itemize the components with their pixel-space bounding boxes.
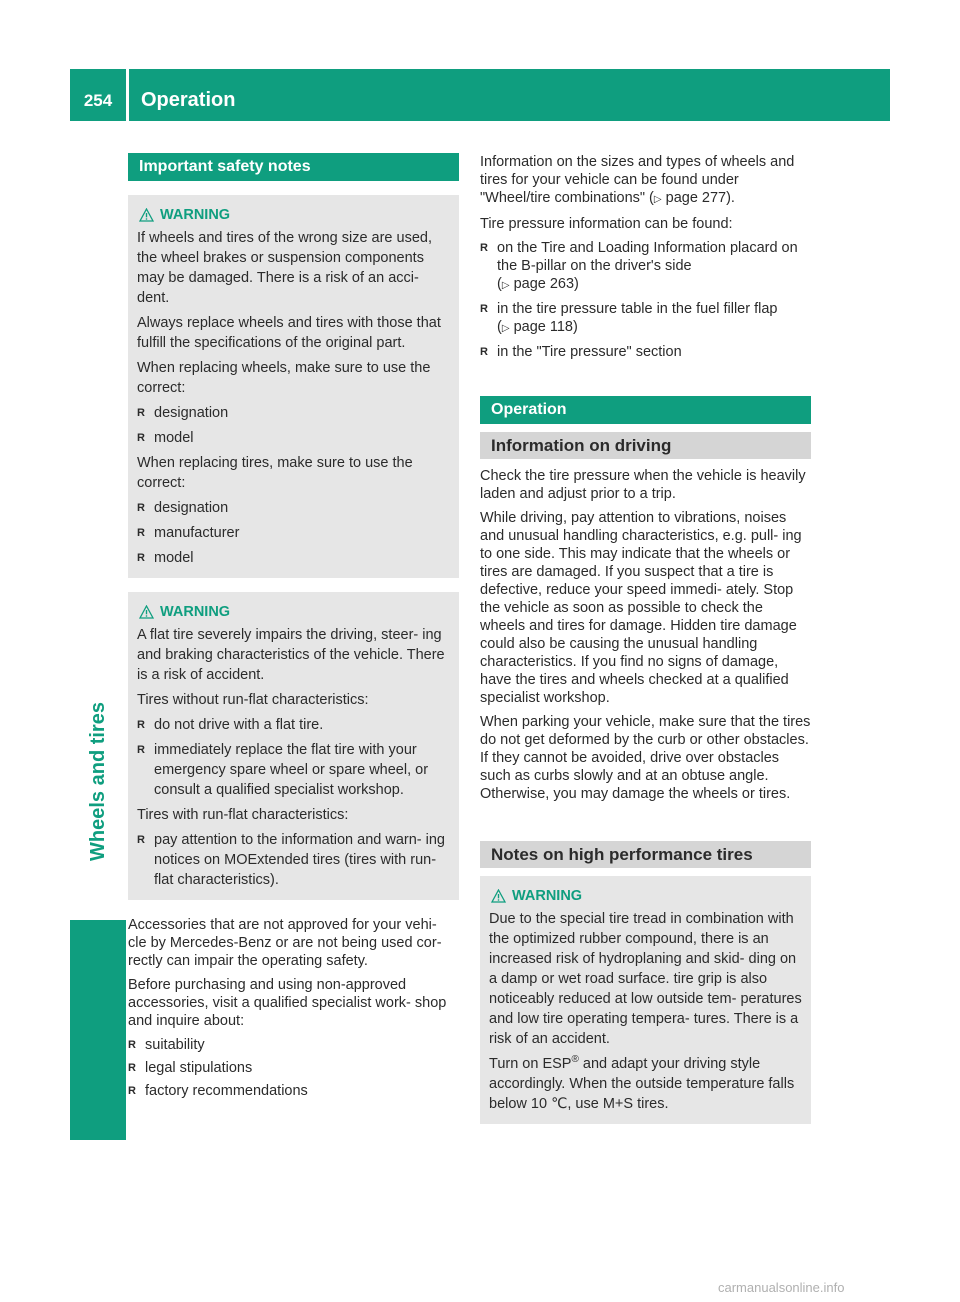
- list-item: R do not drive with a flat tire.: [137, 717, 324, 733]
- page-number: 254: [83, 91, 113, 110]
- body-text: When parking your vehicle, make sure that the tires do not get deformed by the curb or other obstacles. If they cannot be avoided, drive over obstacles such as curbs slowly and at an obtuse angle. Otherwise, you may damage the wheels or tires.: [480, 714, 811, 802]
- list-item: R factory recommendations: [128, 1083, 308, 1099]
- bullet-icon: R: [137, 744, 145, 756]
- list-item: R in the "Tire pressure" section: [480, 344, 682, 360]
- bullet-icon: R: [128, 1062, 136, 1074]
- list-item: R model: [137, 550, 194, 566]
- bullet-icon: R: [137, 527, 145, 539]
- warning-text: Tires without run-flat characteristics:: [137, 692, 369, 708]
- warning-label: WARNING: [160, 207, 231, 223]
- header-separator: [126, 69, 129, 121]
- bullet-icon: R: [137, 719, 145, 731]
- warning-heading: [489, 886, 802, 906]
- chapter-marker: [70, 920, 126, 1140]
- body-text: While driving, pay attention to vibrations, noises and unusual handling characteristics, e.g. pull- ing to one side. This may indicate that the wheels or tires are damaged. If you suspect that a tire is defective, reduce your speed immedi- ately. Stop the vehicle as soon as possible to check the wheels and tires for damage. Hidden tire damage could also be causing the unusual handling characteristics. If you find no signs of damage, have the tires and wheels checked at a qualified specialist workshop.: [480, 510, 802, 706]
- section-heading-operation: Operation: [480, 396, 811, 424]
- warning-heading: [137, 205, 450, 225]
- body-text: Check the tire pressure when the vehicle is heavily laden and adjust prior to a trip.: [480, 468, 806, 502]
- subheading-high-performance: Notes on high performance tires: [480, 841, 811, 868]
- warning-triangle-icon: [139, 605, 154, 619]
- list-item: R manufacturer: [137, 525, 240, 541]
- list-item: R on the Tire and Loading Information placard on the B-pillar on the driver's side (▷ page 263): [480, 240, 798, 292]
- warning-text: If wheels and tires of the wrong size are used, the wheel brakes or suspension components may be damaged. There is a risk of an acci- dent.: [137, 230, 432, 306]
- body-text: Tire pressure information can be found:: [480, 216, 733, 232]
- page-ref-arrow-icon: ▷: [501, 280, 510, 291]
- right-column: [480, 153, 811, 1124]
- warning-label: WARNING: [160, 604, 231, 620]
- list-item: R in the tire pressure table in the fuel filler flap (▷ page 118): [480, 301, 778, 335]
- left-column: [128, 153, 459, 1105]
- bullet-icon: R: [137, 834, 145, 846]
- list-item: R legal stipulations: [128, 1060, 253, 1076]
- warning-text: Tires with run-flat characteristics:: [137, 807, 349, 823]
- warning-text: When replacing wheels, make sure to use the correct:: [137, 360, 431, 396]
- bullet-icon: R: [137, 432, 145, 444]
- bullet-icon: R: [480, 303, 488, 315]
- warning-box-wrong-size: [128, 195, 459, 578]
- warning-label: WARNING: [512, 888, 583, 904]
- registered-mark: ®: [571, 1054, 579, 1066]
- bullet-icon: R: [137, 552, 145, 564]
- list-item: R pay attention to the information and warn- ing notices on MOExtended tires (tires with run-flat characteristics).: [137, 832, 445, 888]
- page-title: Operation: [141, 89, 236, 111]
- body-text: Information on the sizes and types of wheels and tires for your vehicle can be found under "Wheel/tire combinations" (▷ page 277).: [480, 154, 795, 206]
- chapter-tab-label: Wheels and tires: [86, 702, 109, 861]
- list-item: R immediately replace the flat tire with your emergency spare wheel or spare wheel, or consult a qualified specialist workshop.: [137, 742, 429, 798]
- page-reference-link[interactable]: page 118): [513, 319, 578, 335]
- watermark: carmanualsonline.info: [718, 1280, 845, 1295]
- warning-triangle-icon: [491, 889, 506, 903]
- bullet-icon: R: [137, 407, 145, 419]
- page-reference-link[interactable]: page 277).: [665, 190, 735, 206]
- bullet-icon: R: [128, 1039, 136, 1051]
- bullet-icon: R: [480, 242, 488, 254]
- warning-triangle-icon: [139, 208, 154, 222]
- warning-box-flat-tire: [128, 592, 459, 900]
- bullet-icon: R: [480, 346, 488, 358]
- warning-text: Always replace wheels and tires with those that fulfill the specifications of the original part.: [137, 315, 441, 351]
- page-ref-arrow-icon: ▷: [653, 194, 662, 205]
- list-item: R designation: [137, 405, 229, 421]
- warning-box-high-performance: [480, 876, 811, 1124]
- bullet-icon: R: [137, 502, 145, 514]
- section-heading-safety: Important safety notes: [128, 153, 459, 181]
- warning-heading: [137, 602, 450, 622]
- subheading-driving: Information on driving: [480, 432, 811, 459]
- warning-text: A flat tire severely impairs the driving, steer- ing and braking characteristics of the vehicle. There is a risk of accident.: [137, 627, 445, 683]
- list-item: R model: [137, 430, 194, 446]
- page-reference-link[interactable]: page 263): [513, 276, 579, 292]
- body-text: Accessories that are not approved for your vehi- cle by Mercedes-Benz or are not being used cor- rectly can impair the operating safety.: [128, 917, 442, 969]
- page-ref-arrow-icon: ▷: [501, 323, 510, 334]
- warning-text: Due to the special tire tread in combination with the optimized rubber compound, there is an increased risk of hydroplaning and skid- ding on a damp or wet road surface. tire grip is also noticeably reduced at low outside tem- peratures and low tire operating tempera- tures. There is a risk of an accident.: [489, 911, 802, 1047]
- chapter-tab: [70, 643, 126, 920]
- warning-text: Turn on ESP® and adapt your driving style accordingly. When the outside temperature falls below 10 ℃, use M+S tires.: [489, 1054, 795, 1112]
- list-item: R designation: [137, 500, 229, 516]
- bullet-icon: R: [128, 1085, 136, 1097]
- warning-text: When replacing tires, make sure to use the correct:: [137, 455, 413, 491]
- list-item: R suitability: [128, 1037, 205, 1053]
- body-text: Before purchasing and using non-approved accessories, visit a qualified specialist work- shop and inquire about:: [128, 977, 447, 1029]
